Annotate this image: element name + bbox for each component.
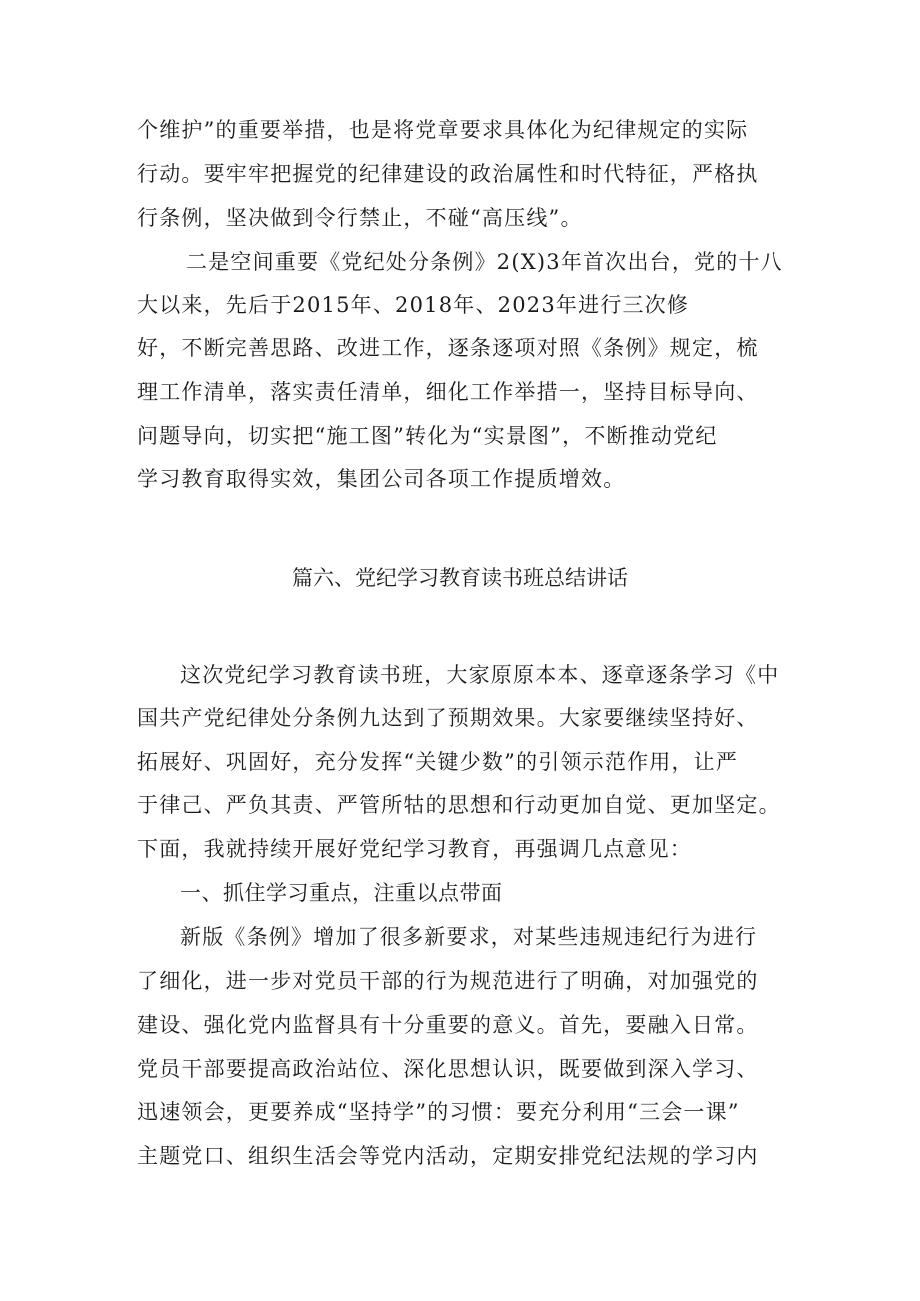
text-line: 这次党纪学习教育读书班，大家原原本本、逐章逐条学习《中 xyxy=(180,663,780,687)
text-line: 迅速领会，更要养成“坚持学”的习惯：要充分利用“三会一课” xyxy=(137,1100,740,1124)
text-line: 大以来，先后于2015年、2018年、2023年进行三次修 xyxy=(137,293,690,317)
text-line: 个维护”的重要举措，也是将党章要求具体化为纪律规定的实际 xyxy=(137,118,749,142)
text-line: 问题导向，切实把“施工图”转化为“实景图”，不断推动党纪 xyxy=(137,424,718,448)
text-line: 新版《条例》增加了很多新要求，对某些违规违纪行为进行 xyxy=(180,925,758,949)
text-line: 下面，我就持续开展好党纪学习教育，再强调几点意见： xyxy=(137,837,692,861)
text-line: 行动。要牢牢把握党的纪律建设的政治属性和时代特征，严格执 xyxy=(137,162,759,186)
text-line: 理工作清单，落实责任清单，细化工作举措一，坚持目标导向、 xyxy=(137,380,759,404)
text-line: 党员干部要提高政治站位、深化思想认识，既要做到深入学习、 xyxy=(137,1057,759,1081)
text-line: 行条例，坚决做到令行禁止，不碰“高压线”。 xyxy=(137,206,583,230)
text-line: 建设、强化党内监督具有十分重要的意义。首先，要融入日常。 xyxy=(137,1013,759,1037)
text-line: 拓展好、巩固好，充分发挥“关键少数”的引领示范作用，让严 xyxy=(137,750,739,774)
text-line: 二是空间重要《党纪处分条例》2(X)3年首次出台，党的十八 xyxy=(186,250,783,274)
text-line: 于律己、严负其责、严管所牯的思想和行动更加自觉、更加坚定。 xyxy=(137,793,781,817)
text-line: 学习教育取得实效，集团公司各项工作提质增效。 xyxy=(137,467,626,491)
text-line: 国共产党纪律处分条例九达到了预期效果。大家要继续坚持好、 xyxy=(137,706,759,730)
section-title: 篇六、党纪学习教育读书班总结讲话 xyxy=(292,566,628,590)
text-line: 主题党口、组织生活会等党内活动，定期安排党纪法规的学习内 xyxy=(137,1144,759,1168)
text-line: 好，不断完善思路、改进工作，逐条逐项对照《条例》规定，梳 xyxy=(137,336,759,360)
text-line: 了细化，进一步对党员干部的行为规范进行了明确，对加强党的 xyxy=(137,969,759,993)
subheading: 一、抓住学习重点，注重以点带面 xyxy=(180,881,503,905)
